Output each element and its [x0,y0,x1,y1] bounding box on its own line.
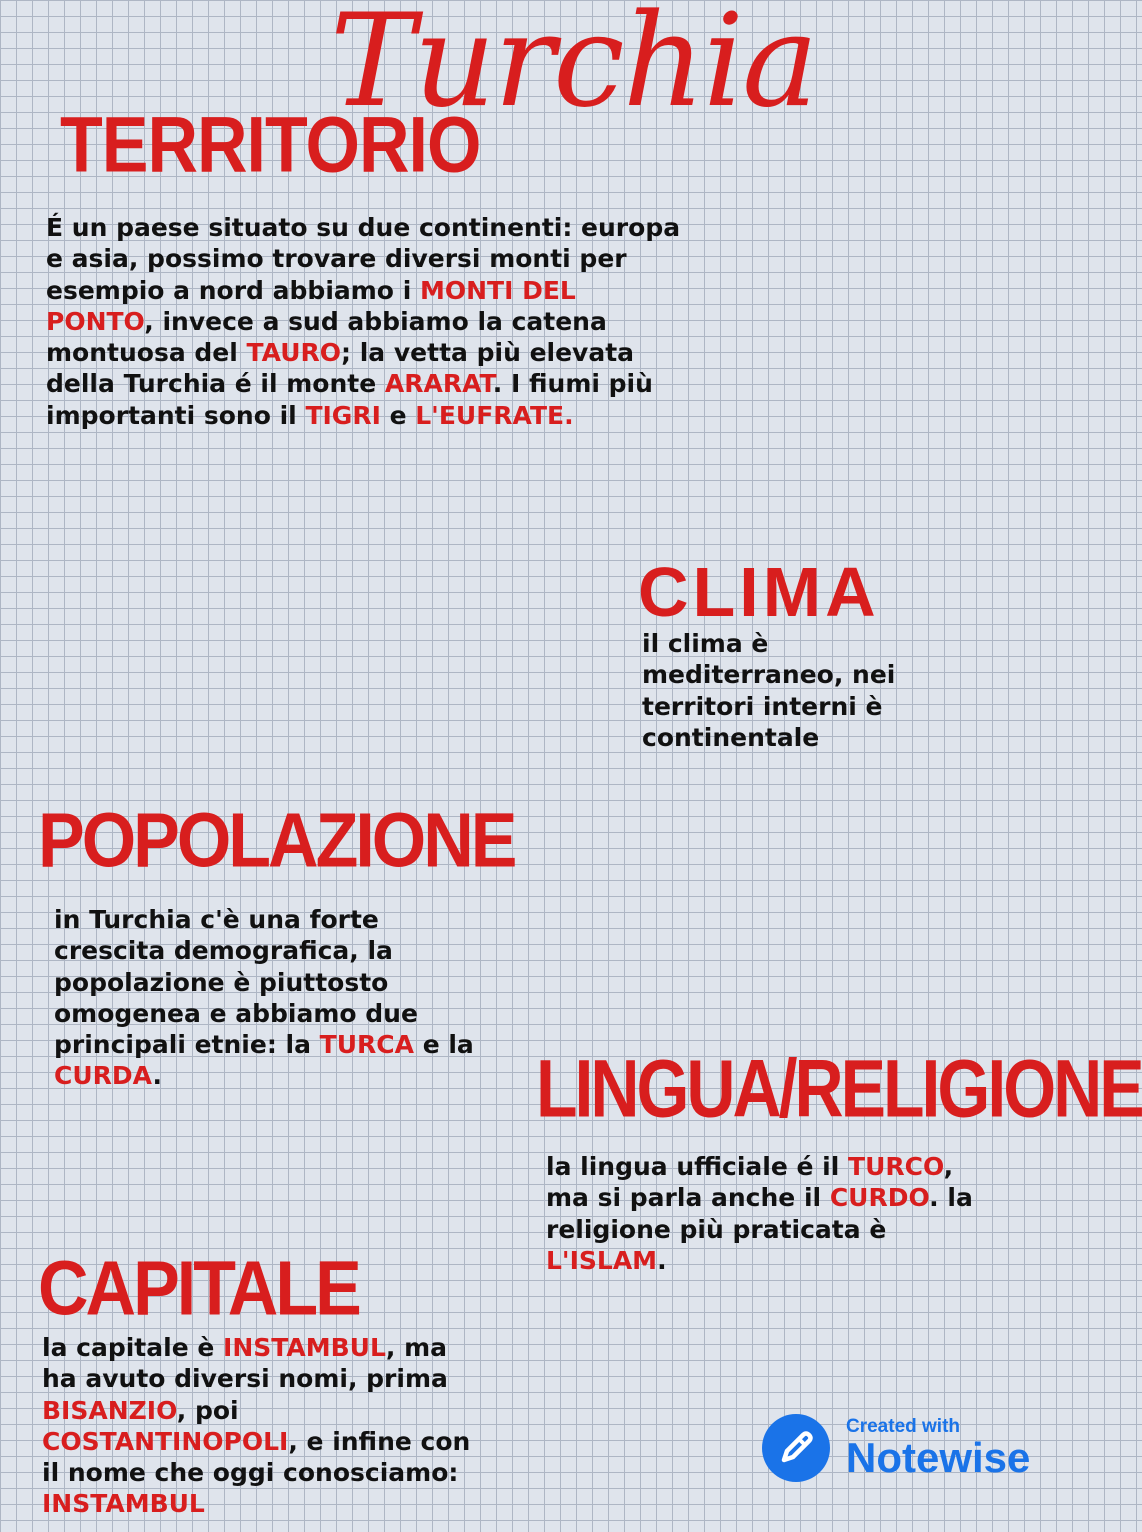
body-text: . [657,1245,667,1275]
highlighted-term: CURDO [829,1183,930,1213]
body-text: . la religione più praticata è [546,1183,973,1244]
highlighted-term: L'EUFRATE. [415,400,574,430]
body-text: in Turchia c'è una forte crescita demografica, la popolazione è piuttosto omogenea e abbiamo due principali etnie: la [54,905,418,1060]
body-text: É un paese situato su due continenti: europa e asia, possimo trovare diversi monti per esempio a nord abbiamo i [46,213,681,305]
body-text: e la [413,1030,474,1060]
badge-brand: Notewise [846,1434,1031,1481]
highlighted-term: TIGRI [305,400,381,430]
body-text: , invece a sud abbiamo la catena montuosa del [46,306,607,368]
body-text: , ma ha avuto diversi nomi, prima [42,1333,448,1394]
pencil-icon [762,1414,830,1482]
body-text: , e infine con il nome che oggi conosciamo: [42,1426,471,1488]
heading-capitale: CAPITALE [38,1245,359,1331]
page-title: Turchia [330,0,817,136]
badge-caption: Created with [846,1416,961,1437]
text-capitale [42,1332,482,1520]
text-popolazione [54,904,474,1092]
body-text: il clima è mediterraneo, nei territori interni è continentale [642,629,896,752]
highlighted-term: COSTANTINOPOLI [42,1426,289,1456]
heading-clima: CLIMA [638,553,880,631]
notewise-badge [762,1412,1052,1486]
highlighted-term: MONTI DEL PONTO [46,275,576,336]
body-text: , poi [176,1395,239,1425]
highlighted-term: TURCA [319,1030,414,1060]
text-clima [642,628,902,753]
body-text: . I fiumi più importanti sono il [46,369,653,430]
highlighted-term: ARARAT [384,369,493,399]
highlighted-term: L'ISLAM [546,1245,658,1275]
highlighted-term: INSTAMBUL [42,1489,205,1519]
highlighted-term: BISANZIO [42,1395,177,1425]
body-text: la capitale è [42,1333,224,1362]
highlighted-term: CURDA [54,1061,153,1091]
text-lingua-religione [546,1151,986,1276]
highlighted-term: TURCO [848,1152,944,1181]
body-text: ; la vetta più elevata della Turchia é il monte [46,338,635,399]
body-text: la lingua ufficiale é il [546,1152,849,1181]
heading-popolazione: POPOLAZIONE [38,797,515,883]
highlighted-term: TAURO [246,338,342,368]
body-text: , ma si parla anche il [546,1152,954,1213]
body-text: . [152,1061,162,1091]
body-text: e [380,400,416,430]
heading-territorio: TERRITORIO [60,101,481,189]
heading-lingua-religione: LINGUA/RELIGIONE [536,1043,1142,1135]
text-territorio [46,212,686,431]
highlighted-term: INSTAMBUL [223,1333,386,1362]
